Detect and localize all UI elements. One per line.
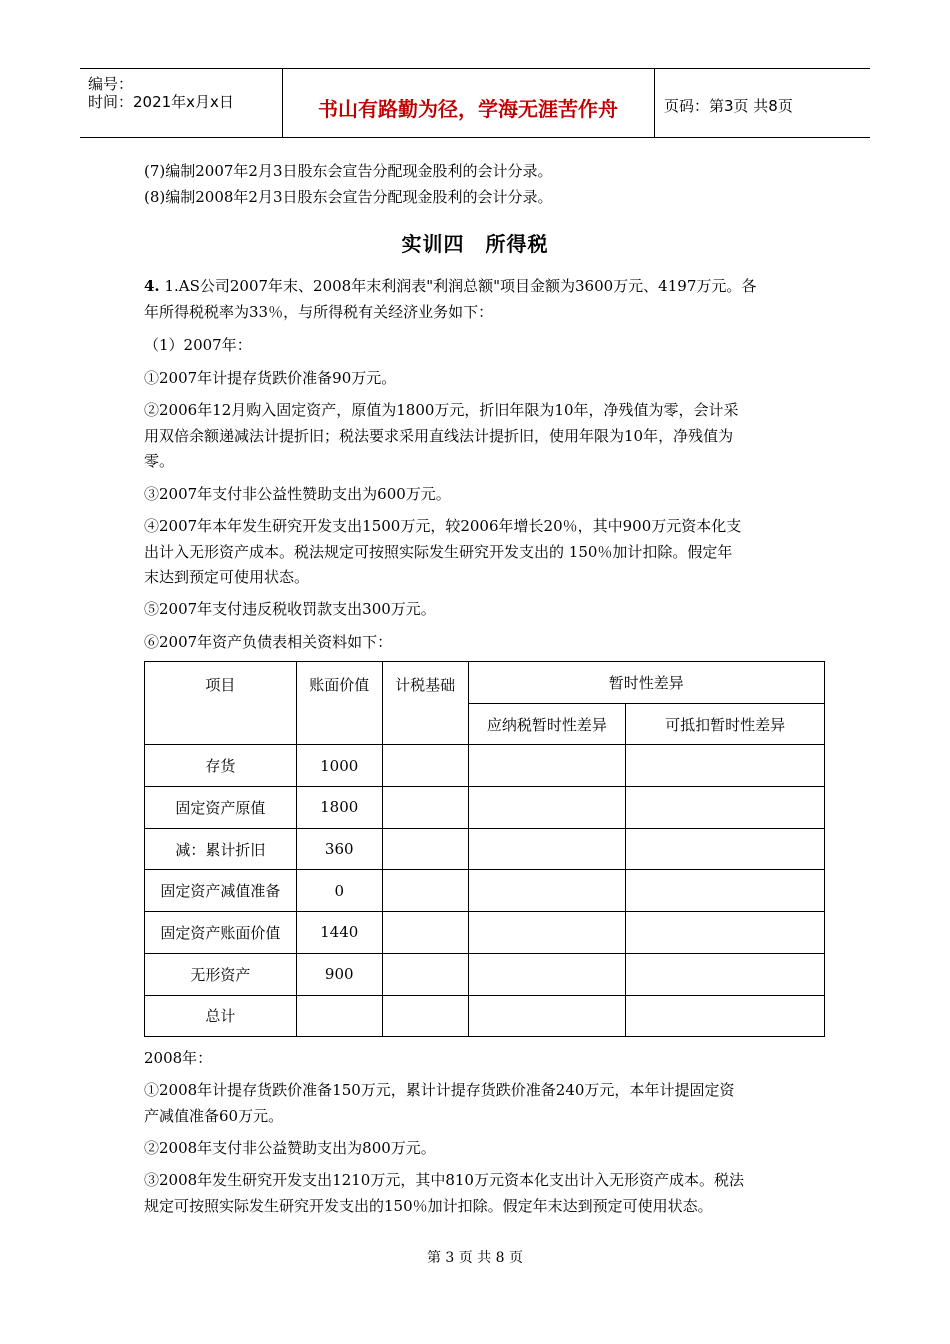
row-deductible: [626, 745, 825, 787]
row-taxable: [468, 953, 626, 995]
item-2007-4-line-1: ④2007年本年发生研究开发支出1500万元，较2006年增长20％，其中900万元资本化支: [144, 517, 742, 535]
problem-intro-line-2: 年所得税税率为33％，与所得税有关经济业务如下：: [144, 303, 494, 321]
row-deductible: [626, 912, 825, 954]
item-2007-5: ⑤2007年支付违反税收罚款支出300万元。: [144, 600, 436, 618]
problem-intro-line-1: [144, 273, 756, 299]
row-deductible: [626, 828, 825, 870]
header-page-cell: [654, 69, 870, 137]
row-book-value: 900: [296, 953, 382, 995]
balance-sheet-table: [144, 661, 825, 1037]
header-item: 项目: [145, 662, 297, 745]
item-2008-3-line-1: ③2008年发生研究开发支出1210万元，其中810万元资本化支出计入无形资产成本。税法: [144, 1171, 744, 1189]
row-item: 固定资产原值: [145, 787, 297, 829]
row-taxable: [468, 912, 626, 954]
document-time-label: 时间：2021年x月x日: [88, 93, 234, 111]
row-taxable: [468, 995, 626, 1037]
row-book-value: 1800: [296, 787, 382, 829]
row-book-value: [296, 995, 382, 1037]
table-row: [145, 953, 825, 995]
problem-intro-text: 1.AS公司2007年末、2008年末利润表"利润总额"项目金额为3600万元、4197万元。各: [159, 277, 757, 295]
row-item: 总计: [145, 995, 297, 1037]
row-tax-base: [382, 870, 468, 912]
row-tax-base: [382, 995, 468, 1037]
header-deductible-difference: 可抵扣暂时性差异: [626, 703, 825, 745]
page-footer: 第 3 页 共 8 页: [426, 1250, 524, 1266]
text-line-8: (8)编制2008年2月3日股东会宣告分配现金股利的会计分录。: [144, 188, 553, 206]
row-item: 存货: [145, 745, 297, 787]
item-2007-4-line-2: 出计入无形资产成本。税法规定可按照实际发生研究开发支出的 150％加计扣除。假定年: [144, 543, 733, 561]
item-2007-2-line-2: 用双倍余额递减法计提折旧；税法要求采用直线法计提折旧，使用年限为10年，净残值为: [144, 427, 734, 445]
row-deductible: [626, 953, 825, 995]
row-item: 固定资产减值准备: [145, 870, 297, 912]
row-deductible: [626, 870, 825, 912]
item-2007-2-line-1: ②2006年12月购入固定资产，原值为1800万元，折旧年限为10年，净残值为零，会计采: [144, 401, 739, 419]
header-motto-cell: [282, 69, 655, 137]
row-book-value: 1440: [296, 912, 382, 954]
page-header: [80, 68, 870, 138]
table-row: [145, 745, 825, 787]
row-tax-base: [382, 787, 468, 829]
header-temporary-difference: 暂时性差异: [468, 662, 824, 704]
row-book-value: 360: [296, 828, 382, 870]
item-2007-1: ①2007年计提存货跌价准备90万元。: [144, 369, 397, 387]
row-tax-base: [382, 828, 468, 870]
header-taxable-difference: 应纳税暂时性差异: [468, 703, 626, 745]
table-row: [145, 828, 825, 870]
document-number-label: 编号：: [88, 75, 134, 93]
item-2007-6: ⑥2007年资产负债表相关资料如下：: [144, 633, 393, 651]
row-deductible: [626, 787, 825, 829]
item-2007-4-line-3: 末达到预定可使用状态。: [144, 568, 310, 586]
text-line-7: (7)编制2007年2月3日股东会宣告分配现金股利的会计分录。: [144, 162, 553, 180]
row-item: 减：累计折旧: [145, 828, 297, 870]
row-taxable: [468, 870, 626, 912]
section-title: 实训四 所得税: [401, 232, 549, 256]
table-row-total: [145, 995, 825, 1037]
item-2008-1-line-1: ①2008年计提存货跌价准备150万元，累计计提存货跌价准备240万元，本年计提固定资: [144, 1081, 735, 1099]
year-2008-label: 2008年：: [144, 1049, 213, 1067]
row-taxable: [468, 828, 626, 870]
row-taxable: [468, 745, 626, 787]
row-taxable: [468, 787, 626, 829]
item-2008-2: ②2008年支付非公益赞助支出为800万元。: [144, 1139, 436, 1157]
item-2008-3-line-2: 规定可按照实际发生研究开发支出的150％加计扣除。假定年末达到预定可使用状态。: [144, 1197, 713, 1215]
table-header-row: [145, 662, 825, 704]
item-2007-2-line-3: 零。: [144, 452, 175, 470]
problem-number: 4.: [144, 277, 160, 295]
table-row: [145, 912, 825, 954]
row-deductible: [626, 995, 825, 1037]
header-motto: 书山有路勤为径，学海无涯苦作舟: [318, 97, 618, 121]
header-tax-base: 计税基础: [382, 662, 468, 745]
row-tax-base: [382, 953, 468, 995]
row-book-value: 0: [296, 870, 382, 912]
item-2008-1-line-2: 产减值准备60万元。: [144, 1107, 284, 1125]
table-row: [145, 870, 825, 912]
row-book-value: 1000: [296, 745, 382, 787]
header-page-number: 页码：第3页 共8页: [664, 97, 793, 115]
table-row: [145, 787, 825, 829]
row-tax-base: [382, 745, 468, 787]
row-item: 固定资产账面价值: [145, 912, 297, 954]
year-2007-label: （1）2007年：: [144, 336, 252, 354]
row-item: 无形资产: [145, 953, 297, 995]
header-book-value: 账面价值: [296, 662, 382, 745]
header-info-cell: [80, 69, 283, 137]
row-tax-base: [382, 912, 468, 954]
item-2007-3: ③2007年支付非公益性赞助支出为600万元。: [144, 485, 451, 503]
